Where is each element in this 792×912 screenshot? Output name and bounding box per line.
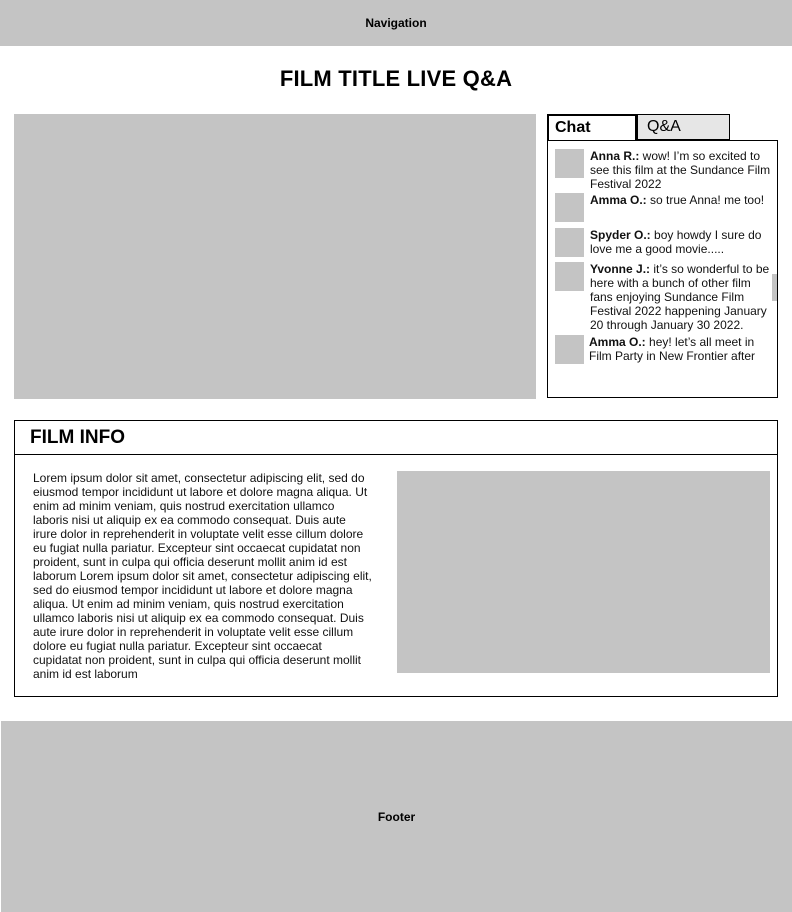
chat-body: it’s so wonderful to be here with a bunch of other film fans enjoying Sundance Film Festival 2022 happening January 20 through January 30 2022.: [590, 262, 770, 332]
chat-body: so true Anna! me too!: [646, 193, 765, 207]
video-player[interactable]: [14, 114, 536, 399]
chat-message-text: [590, 228, 774, 256]
film-info-section: [14, 420, 778, 697]
chat-author: Spyder O.:: [590, 228, 651, 242]
navigation-label: Navigation: [365, 16, 427, 30]
avatar: [555, 228, 584, 257]
chat-panel[interactable]: [547, 140, 778, 398]
chat-message-text: [590, 262, 774, 332]
chat-body: hey! let’s all meet in Film Party in New Frontier after: [589, 335, 756, 363]
chat-message-text: [590, 149, 774, 191]
avatar: [555, 193, 584, 222]
avatar: [555, 335, 584, 364]
chat-author: Yvonne J.:: [590, 262, 651, 276]
footer: [1, 721, 792, 912]
chat-tabs: [547, 114, 730, 140]
chat-author: Amma O.:: [589, 335, 646, 349]
chat-author: Amma O.:: [590, 193, 647, 207]
tab-chat[interactable]: Chat: [547, 114, 637, 140]
chat-body: boy howdy I sure do love me a good movie.....: [590, 228, 762, 256]
film-info-title: FILM INFO: [30, 426, 125, 448]
avatar: [555, 262, 584, 291]
film-info-image: [397, 471, 770, 673]
chat-author: Anna R.:: [590, 149, 640, 163]
navigation-bar[interactable]: [0, 0, 792, 46]
chat-message-text: [589, 335, 773, 363]
film-info-description: Lorem ipsum dolor sit amet, consectetur adipiscing elit, sed do eiusmod tempor incididunt ut labore et dolore magna aliqua. Ut enim ad minim veniam, quis nostrud exercitation ullamco laboris nisi ut aliquip ex ea commodo consequat. Duis aute irure dolor in reprehenderit in voluptate velit esse cillum dolore eu fugiat nulla pariatur. Excepteur sint occaecat cupidatat non proident, sunt in culpa qui officia deserunt mollit anim id est laborum Lorem ipsum dolor sit amet, consectetur adipiscing elit, sed do eiusmod tempor incididunt ut labore et dolore magna aliqua. Ut enim ad minim veniam, quis nostrud exercitation ullamco laboris nisi ut aliquip ex ea commodo consequat. Duis aute irure dolor in reprehenderit in voluptate velit esse cillum dolore eu fugiat nulla pariatur. Excepteur sint occaecat cupidatat non proident, sunt in culpa qui officia deserunt mollit anim id est laborum: [33, 471, 372, 681]
footer-label: Footer: [377, 809, 416, 824]
tab-qa[interactable]: Q&A: [637, 114, 730, 140]
page-title: FILM TITLE LIVE Q&A: [279, 66, 513, 91]
chat-body: wow! I’m so excited to see this film at the Sundance Film Festival 2022: [590, 149, 771, 191]
chat-message-text: [590, 193, 774, 207]
film-info-header: [15, 421, 777, 455]
chat-scrollbar[interactable]: [772, 274, 777, 301]
avatar: [555, 149, 584, 178]
